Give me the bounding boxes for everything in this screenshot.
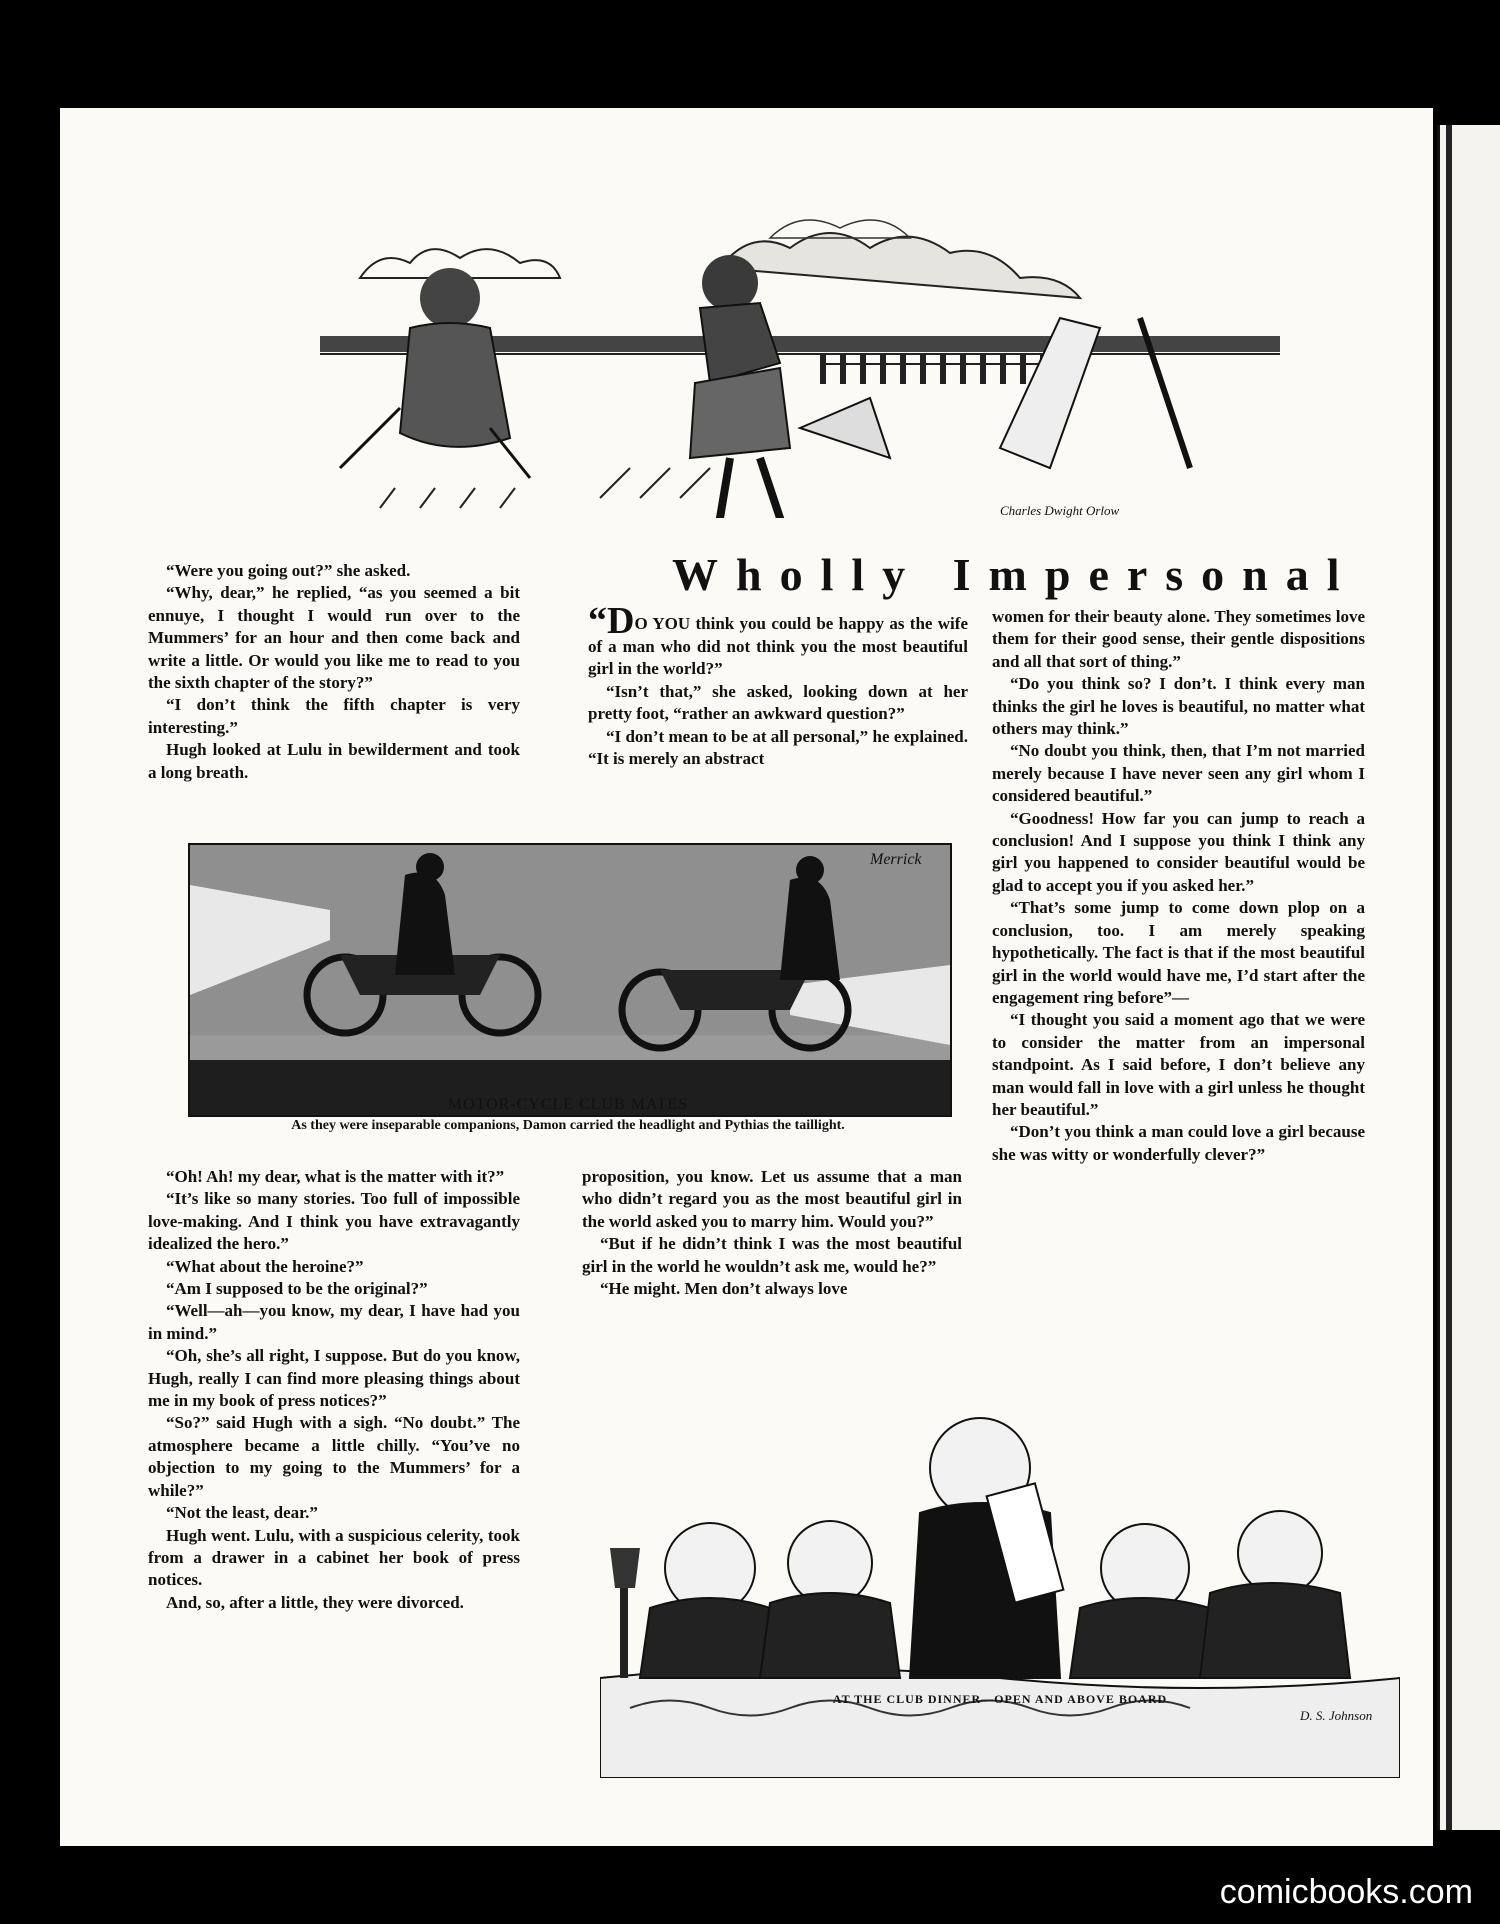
paragraph: “I don’t mean to be at all personal,” he explained. “It is merely an abstract xyxy=(588,726,968,769)
motorcycle-illustration xyxy=(188,843,952,1117)
column-right xyxy=(992,606,1365,1166)
paragraph: “So?” said Hugh with a sigh. “No doubt.” The atmosphere became a little chilly. “You’ve no objection to my going to the Mummers’ for a while?” xyxy=(148,1413,520,1500)
paragraph: “Don’t you think a man could love a girl because she was witty or wonderfully clever?” xyxy=(992,1122,1365,1164)
paragraph: “It’s like so many stories. Too full of impossible love-making. And I think you have extravagantly idealized the hero.” xyxy=(148,1189,520,1254)
paragraph: “Well—ah—you know, my dear, I have had you in mind.” xyxy=(148,1301,520,1343)
magazine-page xyxy=(60,108,1433,1846)
paragraph: Hugh went. Lulu, with a suspicious celerity, took from a drawer in a cabinet her book of press notices. xyxy=(148,1525,520,1590)
column-left-bottom xyxy=(148,1166,520,1614)
paragraph: “Am I supposed to be the original?” xyxy=(166,1279,428,1299)
paragraph: “Were you going out?” she asked. xyxy=(166,561,411,580)
paragraph: “Isn’t that,” she asked, looking down at her pretty foot, “rather an awkward question?” xyxy=(588,681,968,724)
paragraph: “Goodness! How far you can jump to reach a conclusion! And I suppose you think I think any girl you happened to consider beautiful would be glad to accept you if you asked her.” xyxy=(992,808,1365,895)
paragraph: “Oh! Ah! my dear, what is the matter with it?” xyxy=(166,1167,505,1186)
opening-paragraph xyxy=(588,600,968,681)
dinner-signature: D. S. Johnson xyxy=(1300,1708,1373,1723)
drop-cap: “D xyxy=(588,600,635,642)
story-title: Wholly Impersonal xyxy=(672,549,1358,600)
paragraph: “I don’t think the fifth chapter is very interesting.” xyxy=(148,695,520,737)
paragraph: “That’s some jump to come down plop on a conclusion, too. I am merely speaking hypothetically. The fact is that if the most beautiful girl in the world would have me, I’d start after the engagement ring before”— xyxy=(992,898,1365,1007)
top-signature: Charles Dwight Orlow xyxy=(1000,503,1120,518)
paragraph: “What about the heroine?” xyxy=(166,1256,364,1276)
paragraph: And, so, after a little, they were divorced. xyxy=(166,1592,464,1612)
column-mid-top xyxy=(588,600,968,770)
paragraph: “Oh, she’s all right, I suppose. But do you know, Hugh, really I can find more pleasing things about me in my book of press notices?” xyxy=(148,1346,520,1411)
dinner-caption: AT THE CLUB DINNER—OPEN AND ABOVE BOARD xyxy=(832,1692,1168,1706)
paragraph: women for their beauty alone. They sometimes love them for their good sense, their gentle dispositions and all that sort of thing.” xyxy=(992,607,1365,671)
paragraph: proposition, you know. Let us assume that a man who didn’t regard you as the most beautiful girl in the world asked you to marry him. Would you?” xyxy=(582,1167,962,1231)
club-dinner-illustration xyxy=(600,1348,1400,1778)
paragraph: Hugh looked at Lulu in bewilderment and took a long breath. xyxy=(148,740,520,782)
paragraph: “He might. Men don’t always love xyxy=(600,1279,848,1299)
paragraph: “Do you think so? I don’t. I think every man thinks the girl he loves is beautiful, no matter what others may think.” xyxy=(992,674,1365,739)
paragraph: “Why, dear,” he replied, “as you seemed a bit ennuye, I thought I would run over to the Mummers’ for an hour and then come back and write a little. Or would you like me to read to you the sixth chapter of the story?” xyxy=(148,583,520,693)
paragraph: “But if he didn’t think I was the most beautiful girl in the world he wouldn’t ask me, would he?” xyxy=(582,1234,962,1276)
opening-text: O YOU think you could be happy as the wife of a man who did not think you the most beautiful girl in the world?” xyxy=(588,614,968,679)
page-gutter xyxy=(1446,125,1452,1830)
adjacent-page-edge xyxy=(1437,125,1500,1830)
paragraph: “Not the least, dear.” xyxy=(166,1503,318,1523)
paragraph: “No doubt you think, then, that I’m not married merely because I have never seen any girl whom I considered beautiful.” xyxy=(992,741,1365,806)
beach-illustration xyxy=(300,178,1310,518)
watermark: comicbooks.com xyxy=(1219,1873,1473,1911)
motorcycle-caption-text: As they were inseparable companions, Damon carried the headlight and Pythias the taillight. xyxy=(291,1118,845,1133)
paragraph: “I thought you said a moment ago that we were to consider the matter from an impersonal standpoint. As I said before, I don’t believe any man would fall in love with a girl unless he thought her beautiful.” xyxy=(992,1010,1365,1119)
column-left-top xyxy=(148,560,520,784)
motorcycle-caption-title: MOTOR-CYCLE CLUB MATES xyxy=(447,1096,689,1113)
column-mid-bottom xyxy=(582,1166,962,1300)
motorcycle-signature: Merrick xyxy=(870,851,922,868)
